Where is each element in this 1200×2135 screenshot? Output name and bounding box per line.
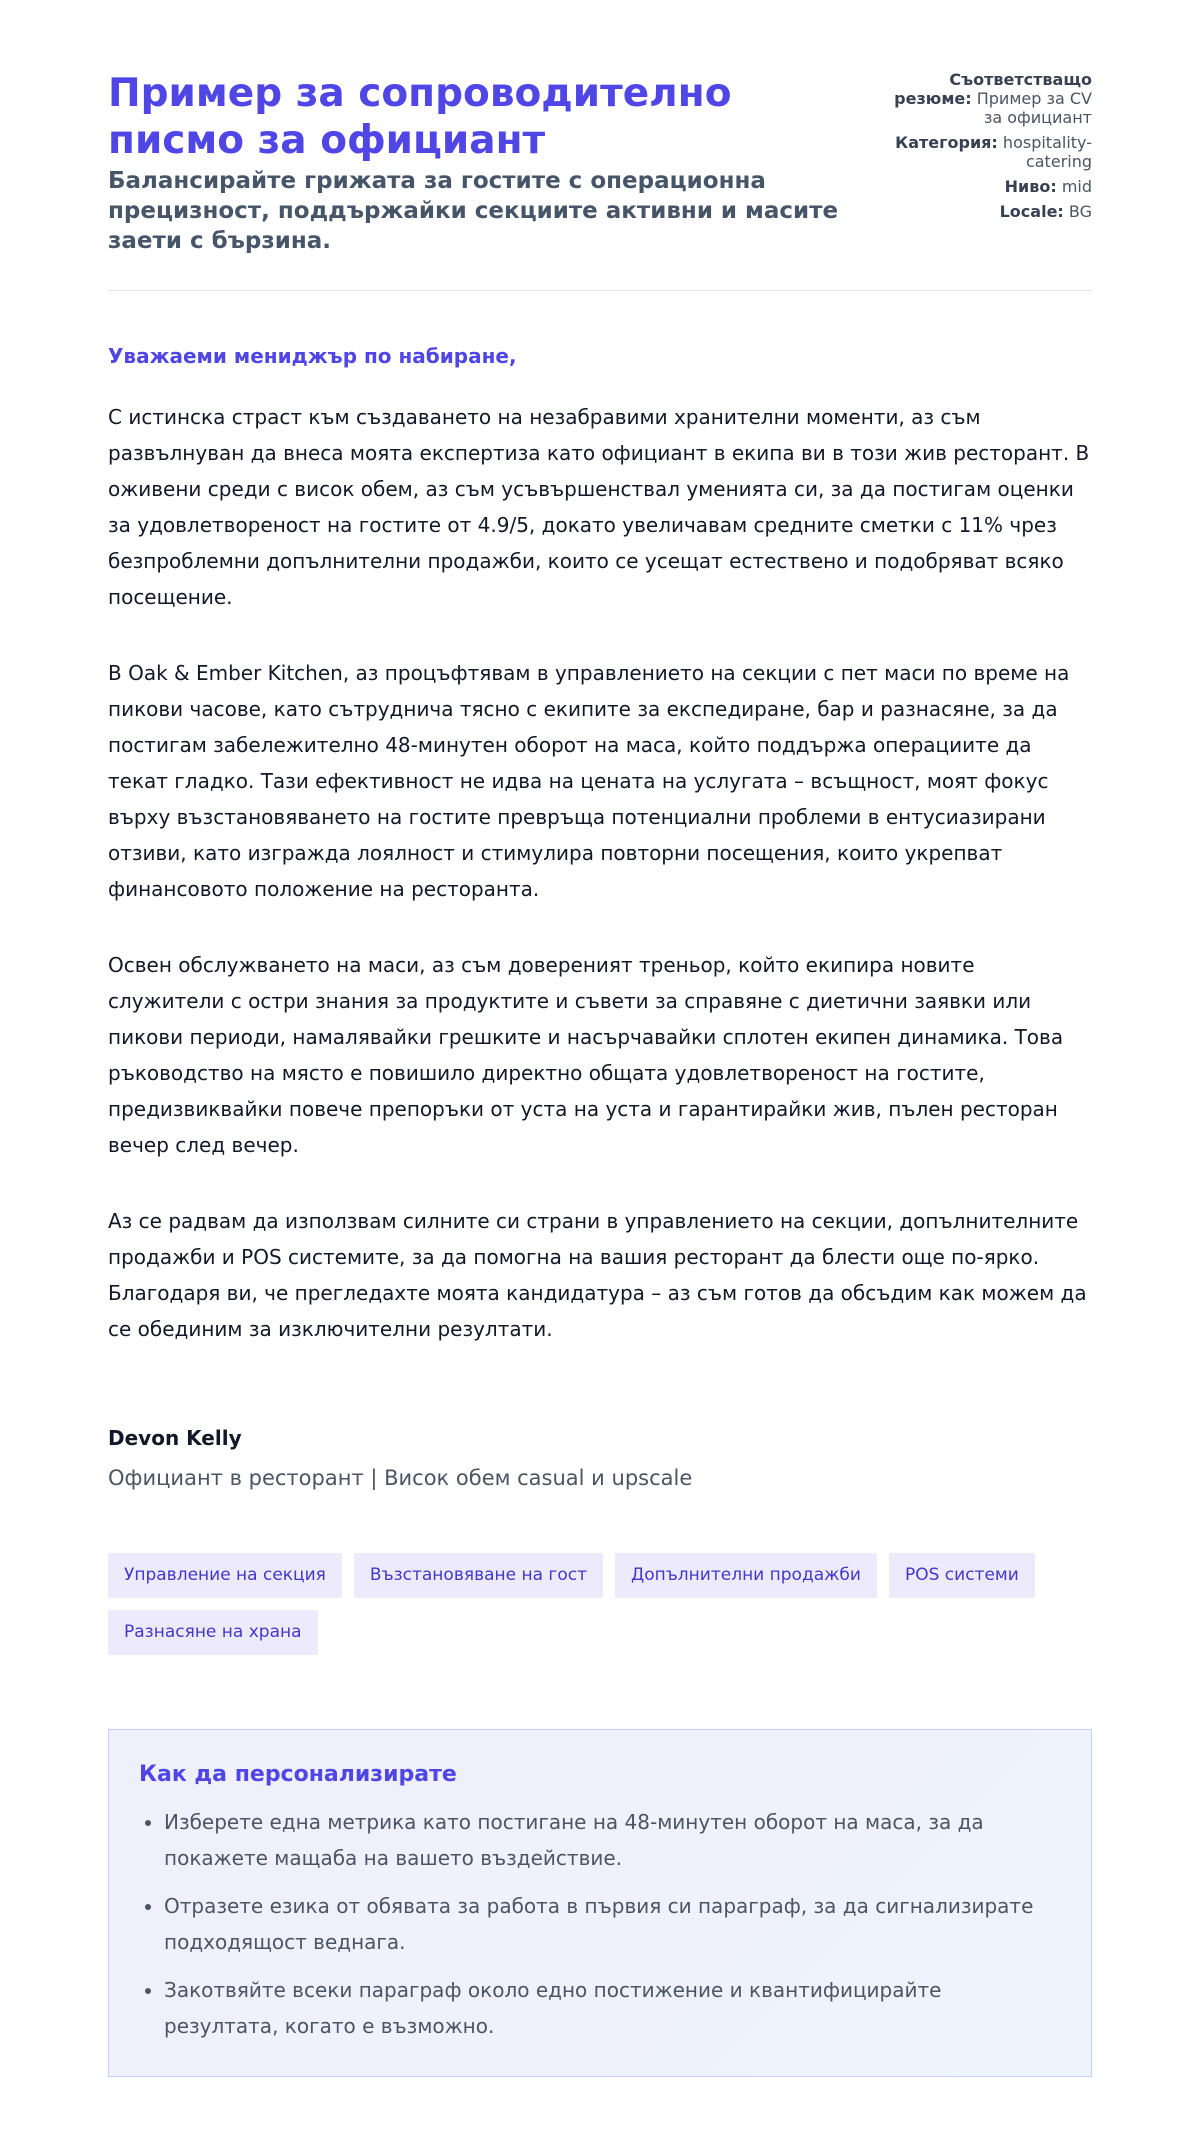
skill-tags (108, 1553, 1092, 1655)
meta-resume (877, 70, 1092, 127)
customization-tips (108, 1729, 1092, 2077)
skill-tag: POS системи (889, 1553, 1035, 1598)
meta-category (877, 133, 1092, 171)
tips-list (139, 1804, 1061, 2044)
meta-level-key: Ниво: (1004, 177, 1057, 196)
meta-locale-value: BG (1068, 202, 1092, 221)
page-subtitle: Балансирайте грижата за гостите с операционна прецизност, поддържайки секциите активни и масите заети с бързина. (108, 168, 839, 254)
skill-tag: Разнасяне на храна (108, 1610, 318, 1655)
meta-category-key: Категория: (895, 133, 998, 152)
header-divider (108, 290, 1092, 291)
meta-level-value: mid (1061, 177, 1092, 196)
meta-panel (877, 70, 1092, 227)
tips-list-item: • Закотвяйте всеки параграф около едно постижение и квантифицирайте резултата, когато е възможно. (164, 1972, 1061, 2044)
tips-list-item: • Изберете една метрика като постигане на 48-минутен оборот на маса, за да покажете мащаба на вашето въздействие. (164, 1804, 1061, 1876)
header (108, 70, 1092, 256)
signature-name: Devon Kelly (108, 1426, 242, 1450)
letter-paragraph: Аз се радвам да използвам силните си страни в управлението на секции, допълнителните продажби и POS системите, за да помогна на вашия ресторант да блести още по-ярко. Благодаря ви, че прегледахте моята кандидатура – аз съм готов да обсъдим как можем да се обединим за изключителни резултати. (108, 1209, 1087, 1341)
letter-salutation: Уважаеми мениджър по набиране, (108, 344, 517, 368)
header-left (108, 70, 868, 256)
meta-resume-key: Съответстващо резюме: (894, 70, 1092, 108)
letter-paragraph: Освен обслужването на маси, аз съм довереният треньор, който екипира новите служители с остри знания за продуктите и съвети за справяне с диетични заявки или пикови периоди, намалявайки грешките и насърчавайки сплотен екипен динамика. Това ръководство на място е повишило директно общата удовлетвореност на гостите, предизвиквайки повече препоръки от уста на уста и гарантирайки жив, пълен ресторан вечер след вечер. (108, 953, 1064, 1157)
letter-paragraph: В Oak & Ember Kitchen, аз процъфтявам в управлението на секции с пет маси по време на пикови часове, като сътруднича тясно с екипите за експедиране, бар и разнасяне, за да постигам забележително 48-минутен оборот на маса, който поддържа операциите да текат гладко. Тази ефективност не идва на цената на услугата – всъщност, моят фокус върху възстановяването на гостите превръща потенциални проблеми в ентусиазирани отзиви, като изгражда лоялност и стимулира повторни посещения, които укрепват финансовото положение на ресторанта. (108, 661, 1070, 901)
signature (108, 1425, 1092, 1491)
page-title: Пример за сопроводително писмо за официант (108, 71, 732, 163)
skill-tag: Възстановяване на гост (354, 1553, 603, 1598)
meta-category-value: hospitality-catering (1002, 133, 1092, 171)
signature-role: Официант в ресторант | Висок обем casual и upscale (108, 1466, 693, 1490)
meta-resume-value: Пример за CV за официант (976, 89, 1092, 127)
meta-level (877, 177, 1092, 196)
skill-tag: Допълнителни продажби (615, 1553, 877, 1598)
meta-locale (877, 202, 1092, 221)
letter-paragraph: С истинска страст към създаването на незабравими хранителни моменти, аз съм развълнуван да внеса моята експертиза като официант в екипа ви в този жив ресторант. В оживени среди с висок обем, аз съм усъвършенствал уменията си, за да постигам оценки за удовлетвореност на гостите от 4.9/5, докато увеличавам средните сметки с 11% чрез безпроблемни допълнителни продажби, които се усещат естествено и подобряват всяко посещение. (108, 405, 1090, 609)
skill-tag: Управление на секция (108, 1553, 342, 1598)
tips-title: Как да персонализирате (139, 1762, 457, 1787)
tips-list-item: • Отразете езика от обявата за работа в първия си параграф, за да сигнализирате подходящост веднага. (164, 1888, 1061, 1960)
meta-locale-key: Locale: (999, 202, 1064, 221)
